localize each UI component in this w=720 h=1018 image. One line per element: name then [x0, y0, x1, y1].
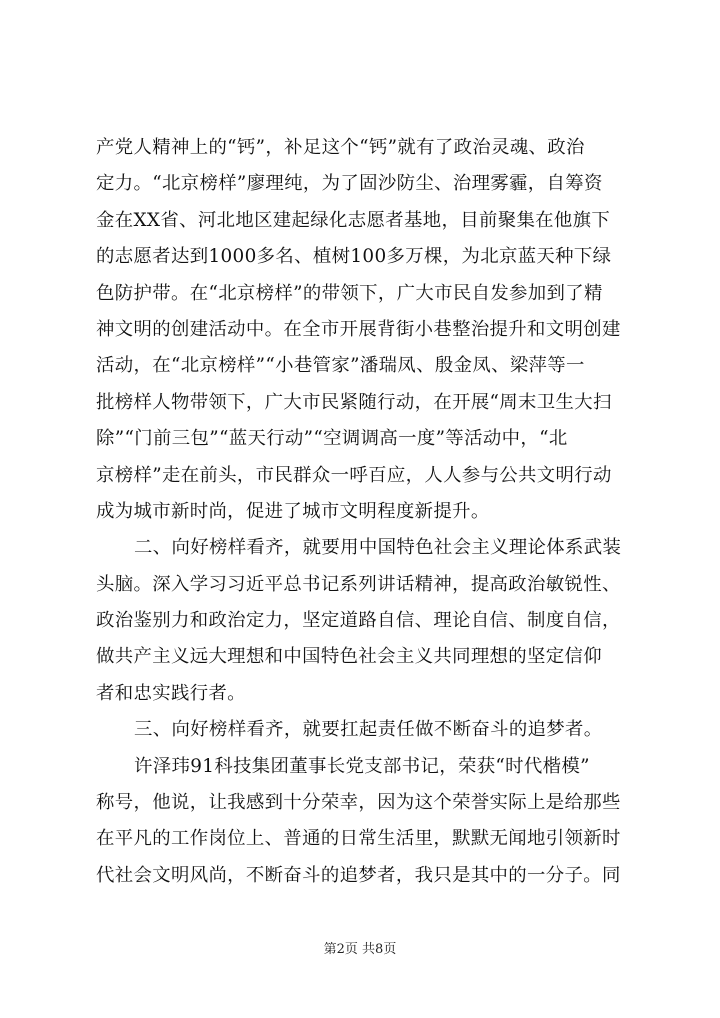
text-line: 做共产主义远大理想和中国特色社会主义共同理想的坚定信仰 [96, 646, 602, 668]
text-line: 成为城市新时尚，促进了城市文明程度新提升。 [96, 500, 490, 522]
text-line: 的志愿者达到1000多名、植树100多万棵，为北京蓝天种下绿 [96, 246, 612, 268]
text-line: 除”“门前三包”“蓝天行动”“空调调高一度”等活动中，“北 [96, 428, 568, 450]
text-line: 批榜样人物带领下，广大市民紧随行动，在开展“周末卫生大扫 [96, 391, 612, 413]
paragraph-start-line: 三、向好榜样看齐，就要扛起责任做不断奋斗的追梦者。 [134, 719, 603, 741]
text-line: 产党人精神上的“钙”，补足这个“钙”就有了政治灵魂、政治 [96, 137, 585, 158]
page-footer: 第2页 共8页 [323, 942, 397, 957]
text-line: 京榜样”走在前头，市民群众一呼百应，人人参与公共文明行动 [96, 464, 612, 486]
text-line: 神文明的创建活动中。在全市开展背街小巷整治提升和文明创建 [96, 318, 621, 340]
text-line: 定力。“北京榜样”廖理纯，为了固沙防尘、治理雾霾，自筹资 [96, 173, 603, 195]
text-line: 活动，在“北京榜样”“小巷管家”潘瑞凤、殷金凤、梁萍等一 [96, 355, 585, 377]
text-line: 称号，他说，让我感到十分荣幸，因为这个荣誉实际上是给那些 [96, 792, 621, 814]
text-line: 政治鉴别力和政治定力，坚定道路自信、理论自信、制度自信， [96, 610, 621, 632]
text-line: 金在XX省、河北地区建起绿化志愿者基地，目前聚集在他旗下 [96, 209, 611, 231]
paragraph-start-line: 二、向好榜样看齐，就要用中国特色社会主义理论体系武装 [134, 537, 622, 559]
paragraph-start-line: 许泽玮91科技集团董事长党支部书记，荣获“时代楷模” [134, 755, 590, 777]
text-line: 头脑。深入学习习近平总书记系列讲话精神，提高政治敏锐性、 [96, 573, 621, 595]
text-line: 在平凡的工作岗位上、普通的日常生活里，默默无闻地引领新时 [96, 828, 621, 850]
text-line: 者和忠实践行者。 [96, 682, 246, 704]
text-line: 色防护带。在“北京榜样”的带领下，广大市民自发参加到了精 [96, 282, 603, 304]
body-text [96, 130, 628, 894]
text-line: 代社会文明风尚，不断奋斗的追梦者，我只是其中的一分子。同 [96, 864, 621, 886]
